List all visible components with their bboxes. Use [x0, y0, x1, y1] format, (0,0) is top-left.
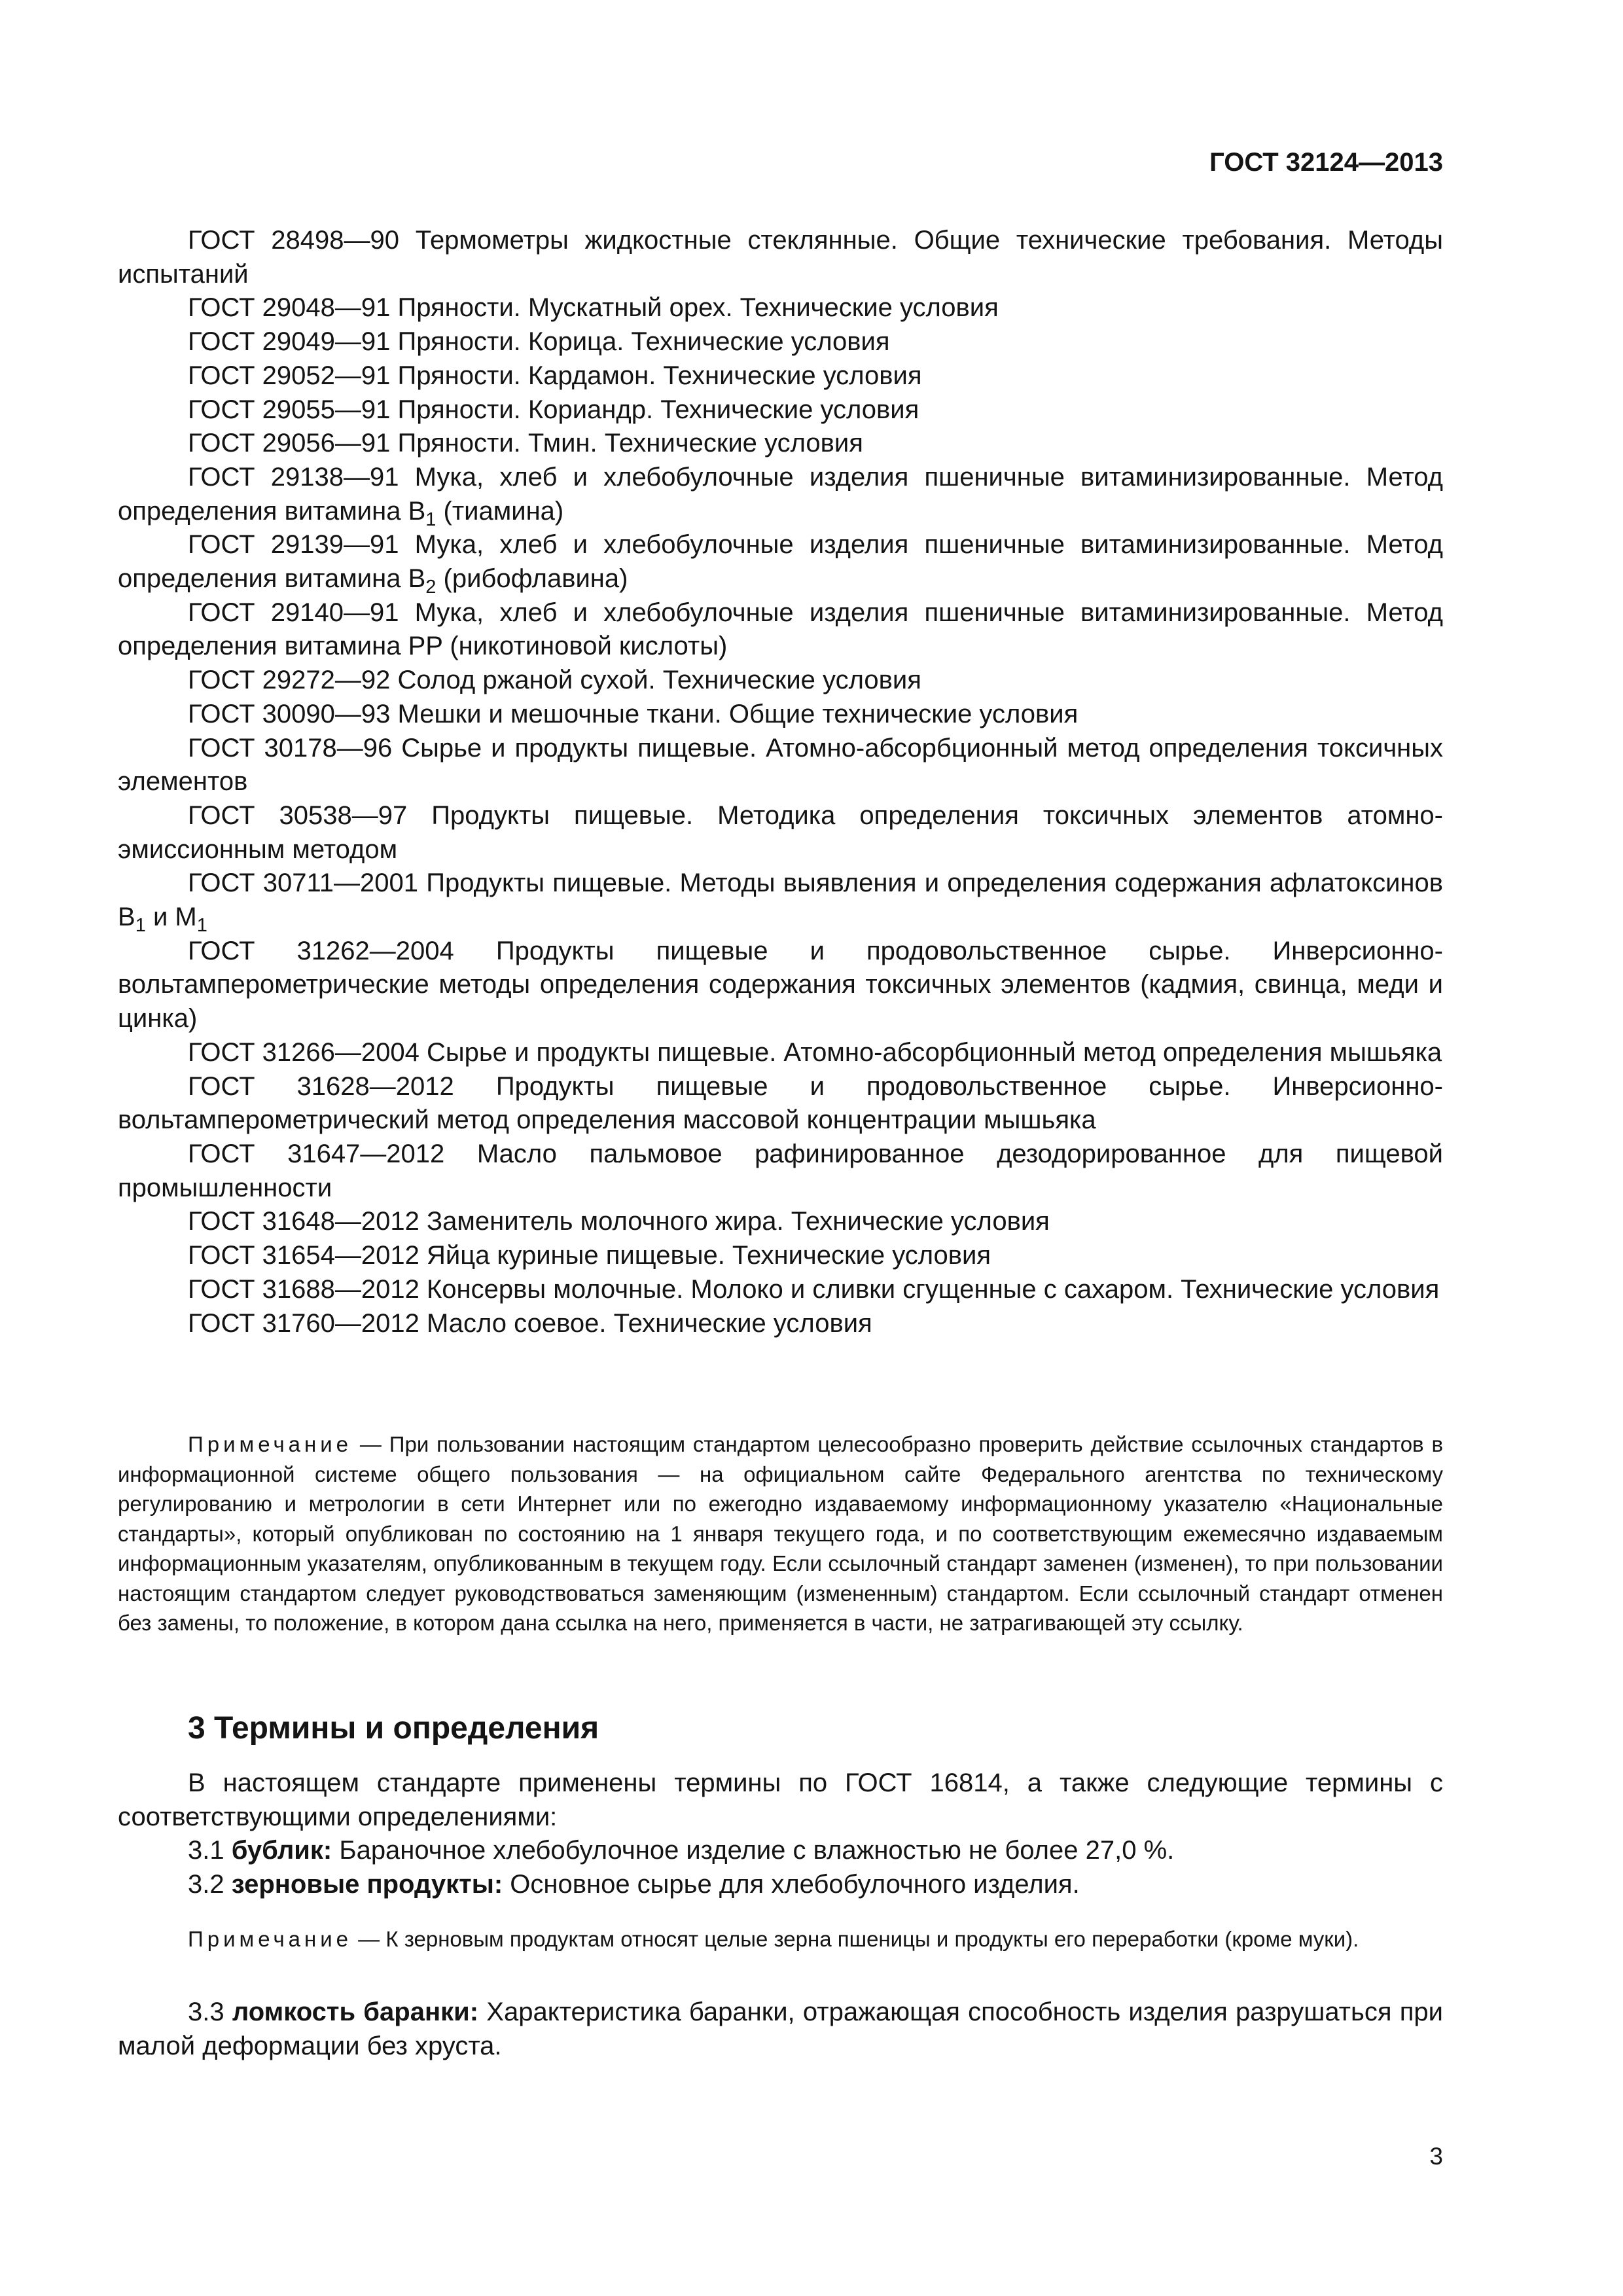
- section-intro: В настоящем стандарте применены термины по ГОСТ 16814, а также следующие термины с соответствующими определениями:: [118, 1768, 1443, 1831]
- reference-item: ГОСТ 30090—93 Мешки и мешочные ткани. Общие технические условия: [188, 699, 1079, 728]
- reference-text: ГОСТ 30711—2001 Продукты пищевые. Методы выявления и определения содержания афлатоксинов В: [118, 869, 1443, 932]
- reference-item: ГОСТ 31266—2004 Сырье и продукты пищевые. Атомно-абсорбционный метод определения мышьяка: [188, 1037, 1442, 1067]
- term-name: ломкость баранки:: [232, 1998, 479, 2026]
- reference-item: ГОСТ 28498—90 Термометры жидкостные стеклянные. Общие технические требования. Методы испытаний: [118, 226, 1443, 289]
- reference-text: ГОСТ 29138—91 Мука, хлеб и хлебобулочные изделия пшеничные витаминизированные. Метод определения витамина В: [118, 462, 1443, 526]
- reference-item: ГОСТ 29272—92 Солод ржаной сухой. Технические условия: [188, 666, 921, 695]
- reference-item: ГОСТ 31760—2012 Масло соевое. Технические условия: [188, 1308, 872, 1338]
- document-header: ГОСТ 32124—2013: [1209, 148, 1443, 177]
- subscript: 2: [425, 577, 437, 598]
- term-definition: [118, 1996, 1443, 2063]
- note-text: — К зерновым продуктам относят целые зерна пшеницы и продукты его переработки (кроме муки).: [352, 1927, 1359, 1951]
- normative-references-list: [118, 224, 1443, 1340]
- note-label: Примечание: [188, 1927, 353, 1951]
- reference-text: и М: [145, 903, 197, 932]
- reference-item: ГОСТ 29048—91 Пряности. Мускатный орех. Технические условия: [188, 293, 999, 323]
- reference-item: [118, 461, 1443, 528]
- section-title: 3 Термины и определения: [188, 1711, 599, 1746]
- reference-item: ГОСТ 29052—91 Пряности. Кардамон. Технические условия: [188, 361, 922, 390]
- term-number: 3.2: [188, 1870, 232, 1899]
- note-label: Примечание: [188, 1432, 353, 1456]
- reference-item: ГОСТ 31628—2012 Продукты пищевые и продовольственное сырье. Инверсионно-вольтамперометрический метод определения массовой концентрации мышьяка: [118, 1071, 1443, 1135]
- section-body: [118, 1767, 1443, 1902]
- subscript: 1: [196, 915, 207, 937]
- term-definition: [118, 1834, 1443, 1868]
- term-def: Бараночное хлебобулочное изделие с влажностью не более 27,0 %.: [332, 1836, 1175, 1865]
- section-body-continued: [118, 1996, 1443, 2063]
- reference-item: ГОСТ 29049—91 Пряности. Корица. Технические условия: [188, 327, 890, 357]
- reference-text: (рибофлавина): [436, 564, 628, 594]
- reference-text: (тиамина): [436, 496, 564, 526]
- term-name: бублик:: [231, 1836, 332, 1865]
- term-number: 3.3: [188, 1998, 232, 2026]
- page-number: 3: [1429, 2143, 1443, 2170]
- reference-item: ГОСТ 31648—2012 Заменитель молочного жира. Технические условия: [188, 1207, 1050, 1236]
- reference-item: ГОСТ 31262—2004 Продукты пищевые и продовольственное сырье. Инверсионно-вольтамперометрические методы определения содержания токсичных элементов (кадмия, свинца, меди и цинка): [118, 936, 1443, 1033]
- reference-item: [118, 867, 1443, 937]
- term-def: Основное сырье для хлебобулочного изделия.: [503, 1870, 1080, 1899]
- subscript: 1: [425, 509, 437, 530]
- term-def: Характеристика баранки, отражающая способность изделия разрушаться при малой деформации без хруста.: [118, 1998, 1443, 2060]
- reference-item: ГОСТ 29140—91 Мука, хлеб и хлебобулочные изделия пшеничные витаминизированные. Метод определения витамина PP (никотиновой кислоты): [118, 598, 1443, 661]
- references-note: [118, 1429, 1443, 1638]
- reference-item: ГОСТ 31688—2012 Консервы молочные. Молоко и сливки сгущенные с сахаром. Технические условия: [188, 1274, 1440, 1304]
- subscript: 1: [135, 915, 146, 937]
- term-name: зерновые продукты:: [231, 1870, 503, 1899]
- note-text: — При пользовании настоящим стандартом целесообразно проверить действие ссылочных стандартов в информационной системе общего пользования — на официальном сайте Федерального агентства по техническому регулированию и метрологии в сети Интернет или по ежегодно издаваемому информационному указателю «Национальные стандарты», который опубликован по состоянию на 1 января текущего года, и по соответствующим ежемесячно издаваемым информационным указателям, опубликованным в текущем году. Если ссылочный стандарт заменен (изменен), то при пользовании настоящим стандартом следует руководствоваться заменяющим (измененным) стандартом. Если ссылочный стандарт отменен без замены, то положение, в котором дана ссылка на него, применяется в части, не затрагивающей эту ссылку.: [118, 1432, 1443, 1635]
- reference-item: ГОСТ 31647—2012 Масло пальмовое рафинированное дезодорированное для пищевой промышленности: [118, 1139, 1443, 1202]
- reference-item: [118, 528, 1443, 596]
- term-note: [118, 1924, 1443, 1954]
- term-number: 3.1: [188, 1836, 232, 1865]
- reference-item: ГОСТ 30178—96 Сырье и продукты пищевые. Атомно-абсорбционный метод определения токсичных элементов: [118, 733, 1443, 797]
- reference-item: ГОСТ 29055—91 Пряности. Кориандр. Технические условия: [188, 395, 919, 424]
- reference-item: ГОСТ 29056—91 Пряности. Тмин. Технические условия: [188, 429, 863, 458]
- reference-item: ГОСТ 31654—2012 Яйца куриные пищевые. Технические условия: [188, 1241, 991, 1270]
- reference-item: ГОСТ 30538—97 Продукты пищевые. Методика определения токсичных элементов атомно-эмиссионным методом: [118, 800, 1443, 864]
- reference-text: ГОСТ 29139—91 Мука, хлеб и хлебобулочные изделия пшеничные витаминизированные. Метод определения витамина В: [118, 530, 1443, 594]
- term-definition: [118, 1868, 1443, 1902]
